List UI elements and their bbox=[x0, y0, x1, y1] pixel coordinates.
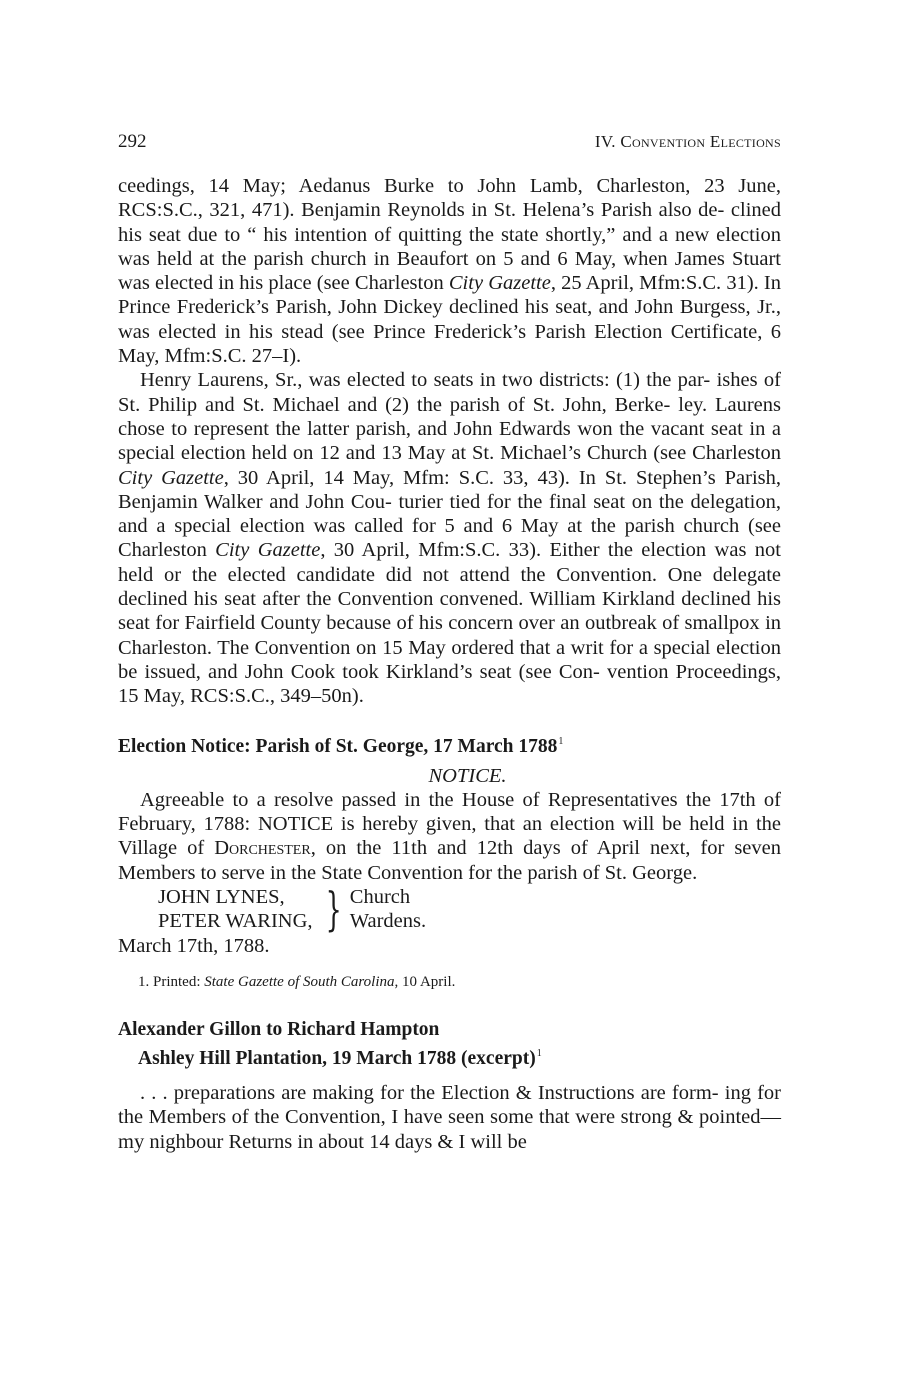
letter-excerpt: . . . preparations are making for the Election & Instructions are form- ing for the Members of the Convention, I have seen some that were strong & pointed—my nighbour Returns in about 14 days & I will be bbox=[118, 1081, 782, 1153]
footnote: 1. Printed: State Gazette of South Carolina, 10 April. bbox=[138, 973, 456, 990]
brace-icon: } bbox=[325, 882, 342, 937]
notice-body: Agreeable to a resolve passed in the House of Representatives the 17th of February, 1788: NOTICE is hereby given, that an election will be held in the Village of Dorchester, on the 11th and 12th days of April next, for seven Members to serve in the State Convention for the parish of St. George. bbox=[118, 788, 781, 884]
footnote-ref[interactable]: 1 bbox=[558, 735, 564, 747]
signatories bbox=[158, 882, 781, 937]
section-heading-gillon-letter: Alexander Gillon to Richard Hampton bbox=[118, 1018, 440, 1040]
page-number: 292 bbox=[118, 131, 147, 152]
signer-roles: Church Wardens. bbox=[349, 886, 427, 933]
signer-names bbox=[158, 885, 313, 934]
book-page bbox=[118, 128, 781, 1154]
signer-peter-waring: PETER WARING, bbox=[158, 910, 313, 933]
chapter-title: IV. Convention Elections bbox=[594, 132, 781, 151]
footnote-ref-2[interactable]: 1 bbox=[536, 1047, 542, 1059]
signer-john-lynes: JOHN LYNES, bbox=[158, 886, 285, 909]
paragraph-laurens: Henry Laurens, Sr., was elected to seats in two districts: (1) the par- ishes of St. Philip and St. Michael and (2) the parish of St. John, Berke- ley. Laurens chose to represent the latter parish, and John Edwards won the vacant seat in a special election held on 12 and 13 May at St. Michael’s Church (see Charleston City Gazette, 30 April, 14 May, Mfm: S.C. 33, 43). In St. Stephen’s Parish, Benjamin Walker and John Cou- turier tied for the final seat on the delegation, and a special election was called for 5 and 6 May at the parish church (see Charleston City Gazette, 30 April, Mfm:S.C. 33). Either the election was not held or the elected candidate did not attend the Convention. One delegate declined his seat after the Convention convened. William Kirkland declined his seat for Fairfield County because of his concern over an outbreak of smallpox in Charleston. The Convention on 15 May ordered that a writ for a special election be issued, and John Cook took Kirkland’s seat (see Con- vention Proceedings, 15 May, RCS:S.C., 349–50n). bbox=[118, 369, 782, 708]
section-subheading-gillon-letter: Ashley Hill Plantation, 19 March 1788 (excerpt)$^1$ bbox=[138, 1047, 542, 1069]
paragraph-continuation: ceedings, 14 May; Aedanus Burke to John Lamb, Charleston, 23 June, RCS:S.C., 321, 471). Benjamin Reynolds in St. Helena’s Parish also de- clined his seat due to “ his intention of quitting the state shortly,” and a new election was held at the parish church in Beaufort on 5 and 6 May, when James Stuart was elected in his place (see Charleston City Gazette, 25 April, Mfm:S.C. 31). In Prince Frederick’s Parish, John Dickey declined his seat, and John Burgess, Jr., was elected in his stead (see Prince Frederick’s Parish Election Certificate, 6 May, Mfm:S.C. 27–I). bbox=[118, 175, 782, 368]
running-head bbox=[118, 128, 781, 156]
notice-title: NOTICE. bbox=[428, 764, 507, 787]
section-heading-election-notice: Election Notice: Parish of St. George, 17 March 1788$^1$ bbox=[118, 735, 564, 757]
notice-date: March 17th, 1788. bbox=[118, 934, 270, 957]
